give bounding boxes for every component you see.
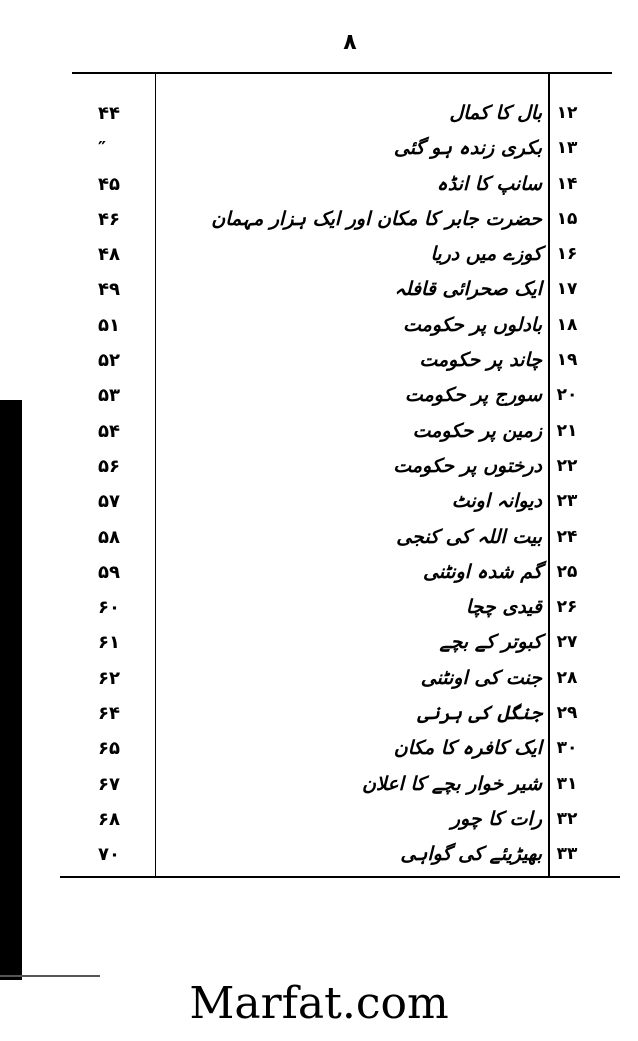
toc-row xyxy=(0,555,638,590)
toc-title: رات کا چور xyxy=(450,807,542,830)
toc-row xyxy=(0,131,638,166)
toc-title: درختوں پر حکومت xyxy=(393,454,542,477)
toc-title: شیر خوار بچے کا اعلان xyxy=(361,772,542,795)
toc-row xyxy=(0,272,638,307)
toc-row xyxy=(0,484,638,519)
toc-page-number: ۴۹ xyxy=(98,279,120,301)
toc-row xyxy=(0,308,638,343)
toc-entry-number: ۲۲ xyxy=(556,455,578,476)
toc-title: بادلوں پر حکومت xyxy=(403,313,542,336)
toc-title: سورج پر حکومت xyxy=(404,384,542,407)
toc-title: بال کا کمال xyxy=(449,102,542,124)
toc-entry-number: ۳۳ xyxy=(556,844,578,865)
toc-page-number: ۶۱ xyxy=(98,632,120,654)
toc-entry-number: ۲۹ xyxy=(556,703,578,724)
toc-title: گم شدہ اونٹنی xyxy=(423,560,542,583)
toc-title: چاند پر حکومت xyxy=(419,349,542,372)
toc-title: ایک صحرائی قافلہ xyxy=(394,278,542,301)
toc-entry-number: ۲۸ xyxy=(556,667,578,688)
toc-page-number: ۵۶ xyxy=(98,455,120,477)
toc-entry-number: ۱۹ xyxy=(556,350,578,371)
toc-page-number: ۶۸ xyxy=(98,808,120,830)
toc-row xyxy=(0,449,638,484)
toc-title: قیدی چچا xyxy=(465,596,542,619)
table-of-contents xyxy=(0,96,638,873)
toc-entry-number: ۱۵ xyxy=(556,208,578,229)
toc-row xyxy=(0,661,638,696)
toc-page-number: ۶۰ xyxy=(98,597,120,619)
toc-entry-number: ۲۱ xyxy=(556,420,578,441)
toc-row xyxy=(0,590,638,625)
toc-entry-number: ۳۰ xyxy=(556,738,578,759)
toc-entry-number: ۳۱ xyxy=(556,773,578,794)
toc-page-number: ″ xyxy=(98,138,107,160)
toc-entry-number: ۲۷ xyxy=(556,632,578,653)
toc-entry-number: ۱۴ xyxy=(556,173,578,194)
toc-page-number: ۵۷ xyxy=(98,491,120,513)
scan-edge-line xyxy=(0,975,100,977)
toc-row xyxy=(0,625,638,660)
toc-row xyxy=(0,731,638,766)
toc-page-number: ۵۹ xyxy=(98,561,120,583)
toc-title: کبوتر کے بچے xyxy=(439,631,542,654)
toc-title: جنت کی اونٹنی xyxy=(420,666,542,689)
toc-page-number: ۵۳ xyxy=(98,385,120,407)
toc-entry-number: ۲۴ xyxy=(556,526,578,547)
toc-row xyxy=(0,837,638,872)
page-number: ۸ xyxy=(343,30,357,55)
toc-row xyxy=(0,202,638,237)
toc-title: ایک کافرہ کا مکان xyxy=(393,737,542,760)
toc-page-number: ۴۴ xyxy=(98,103,120,124)
toc-row xyxy=(0,520,638,555)
table-bottom-rule xyxy=(60,876,620,878)
toc-title: دیوانہ اونٹ xyxy=(451,490,542,513)
toc-title: جنگل کی ہرنی xyxy=(417,702,542,725)
toc-page-number: ۴۸ xyxy=(98,244,120,266)
watermark: Marfat.com xyxy=(189,978,449,1029)
toc-entry-number: ۱۲ xyxy=(556,103,578,123)
toc-page-number: ۵۴ xyxy=(98,420,120,442)
toc-entry-number: ۱۳ xyxy=(556,138,578,159)
toc-page-number: ۵۸ xyxy=(98,526,120,548)
toc-page-number: ۶۷ xyxy=(98,773,120,795)
toc-entry-number: ۱۶ xyxy=(556,244,578,265)
toc-title: کوزے میں دریا xyxy=(430,243,542,266)
toc-row xyxy=(0,237,638,272)
toc-title: زمین پر حکومت xyxy=(412,419,542,442)
toc-row xyxy=(0,696,638,731)
toc-entry-number: ۱۷ xyxy=(556,279,578,300)
toc-title: سانپ کا انڈہ xyxy=(436,172,542,195)
toc-page-number: ۵۲ xyxy=(98,350,120,372)
book-spine-shadow xyxy=(0,400,22,980)
toc-page-number: ۵۱ xyxy=(98,314,120,336)
table-top-rule xyxy=(72,72,612,74)
toc-title: حضرت جابر کا مکان اور ایک ہزار مہمان xyxy=(211,207,542,230)
toc-entry-number: ۱۸ xyxy=(556,314,578,335)
toc-page-number: ۷۰ xyxy=(98,844,120,866)
toc-title: بھیڑیئے کی گواہی xyxy=(400,843,542,866)
toc-row xyxy=(0,414,638,449)
toc-entry-number: ۳۲ xyxy=(556,808,578,829)
toc-page-number: ۶۴ xyxy=(98,703,120,725)
toc-entry-number: ۲۵ xyxy=(556,561,578,582)
toc-row xyxy=(0,96,638,131)
toc-entry-number: ۲۰ xyxy=(556,385,578,406)
toc-row xyxy=(0,378,638,413)
toc-row xyxy=(0,802,638,837)
toc-page-number: ۶۵ xyxy=(98,738,120,760)
toc-row xyxy=(0,767,638,802)
toc-row xyxy=(0,167,638,202)
toc-page-number: ۴۵ xyxy=(98,173,120,195)
toc-title: بیت اللہ کی کنجی xyxy=(396,525,542,548)
toc-entry-number: ۲۳ xyxy=(556,491,578,512)
toc-page-number: ۴۶ xyxy=(98,208,120,230)
toc-row xyxy=(0,343,638,378)
toc-page-number: ۶۲ xyxy=(98,667,120,689)
toc-entry-number: ۲۶ xyxy=(556,597,578,618)
toc-title: بکری زندہ ہو گئی xyxy=(393,137,542,160)
